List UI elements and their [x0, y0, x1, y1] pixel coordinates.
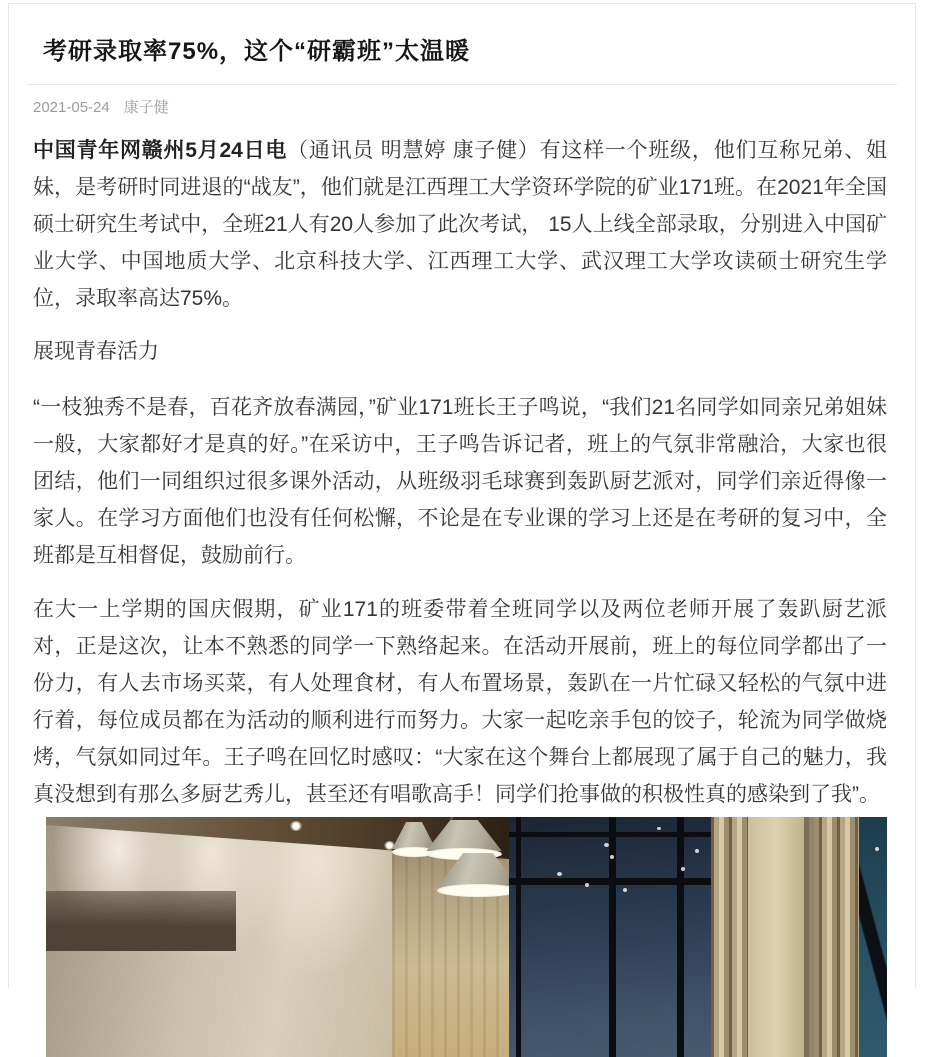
window-light-dot	[875, 847, 879, 851]
pendant-lamp	[437, 853, 519, 897]
photo-window-right	[859, 817, 887, 1057]
section-subheading: 展现青春活力	[33, 340, 159, 363]
ceiling-light-dot	[290, 821, 302, 831]
window-mullion	[677, 817, 684, 1057]
paragraph-1	[33, 132, 887, 317]
window-light-dot	[610, 855, 614, 859]
article-title: 考研录取率75%，这个“研霸班”太温暖	[43, 38, 471, 65]
window-light-dot	[604, 843, 609, 847]
lamp-cone	[426, 820, 502, 851]
window-light-dot	[557, 872, 562, 876]
publish-date: 2021-05-24	[33, 99, 110, 116]
paragraph-1-text: （通讯员 明慧婷 康子健）有这样一个班级，他们互称兄弟、姐妹，是考研时同进退的“战友”，他们就是江西理工大学资环学院的矿业171班。在2021年全国硕士研究生考试中，全班21人有20人参加了此次考试， 15人上线全部录取，分别进入中国矿业大学、中国地质大学、北京科技大学、江西理工大学、武汉理工大学攻读硕士研究生学位，录取率高达75%。	[33, 139, 887, 310]
article-container	[8, 3, 916, 988]
curtain-shadow	[804, 817, 814, 1057]
window-beam	[509, 832, 711, 837]
photo-window	[509, 817, 711, 1057]
paragraph-3: 在大一上学期的国庆假期，矿业171的班委带着全班同学以及两位老师开展了轰趴厨艺派对，正是这次，让本不熟悉的同学一下熟络起来。在活动开展前，班上的每位同学都出了一份力，有人去市场买菜，有人处理食材，有人布置场景，轰趴在一片忙碌又轻松的气氛中进行着，每位成员都在为活动的顺利进行而努力。大家一起吃亲手包的饺子，轮流为同学做烧烤，气氛如同过年。王子鸣在回忆时感叹：“大家在这个舞台上都展现了属于自己的魅力，我真没想到有那么多厨艺秀儿，甚至还有唱歌高手！同学们抢事做的积极性真的感染到了我”。	[33, 598, 887, 806]
window-light-dot	[585, 883, 589, 887]
photo-foreground	[46, 891, 236, 951]
curtain-panel	[748, 817, 804, 1057]
window-light-dot	[695, 849, 699, 853]
window-beam	[509, 878, 711, 885]
lamp-glow	[437, 884, 519, 897]
window-light-dot	[657, 827, 661, 830]
title-divider	[27, 84, 897, 85]
article-meta	[33, 98, 897, 118]
author-name: 康子健	[123, 99, 169, 116]
paragraph-2: “一枝独秀不是春，百花齐放春满园，”矿业171班长王子鸣说，“我们21名同学如同亲兄弟姐妹一般，大家都好才是真的好。”在采访中，王子鸣告诉记者，班上的气氛非常融洽，大家也很团结，他们一同组织过很多课外活动，从班级羽毛球赛到轰趴厨艺派对，同学们亲近得像一家人。在学习方面他们也没有任何松懈，不论是在专业课的学习上还是在考研的复习中，全班都是互相督促，鼓励前行。	[33, 396, 887, 567]
dateline-lead: 中国青年网赣州5月24日电	[33, 139, 288, 162]
window-light-dot	[623, 888, 627, 892]
lamp-cone	[437, 853, 519, 887]
article-photo	[46, 817, 887, 1057]
window-mullion	[609, 817, 616, 1057]
window-light-dot	[681, 867, 685, 871]
photo-curtain	[711, 817, 859, 1057]
window-mullion	[516, 817, 521, 1057]
